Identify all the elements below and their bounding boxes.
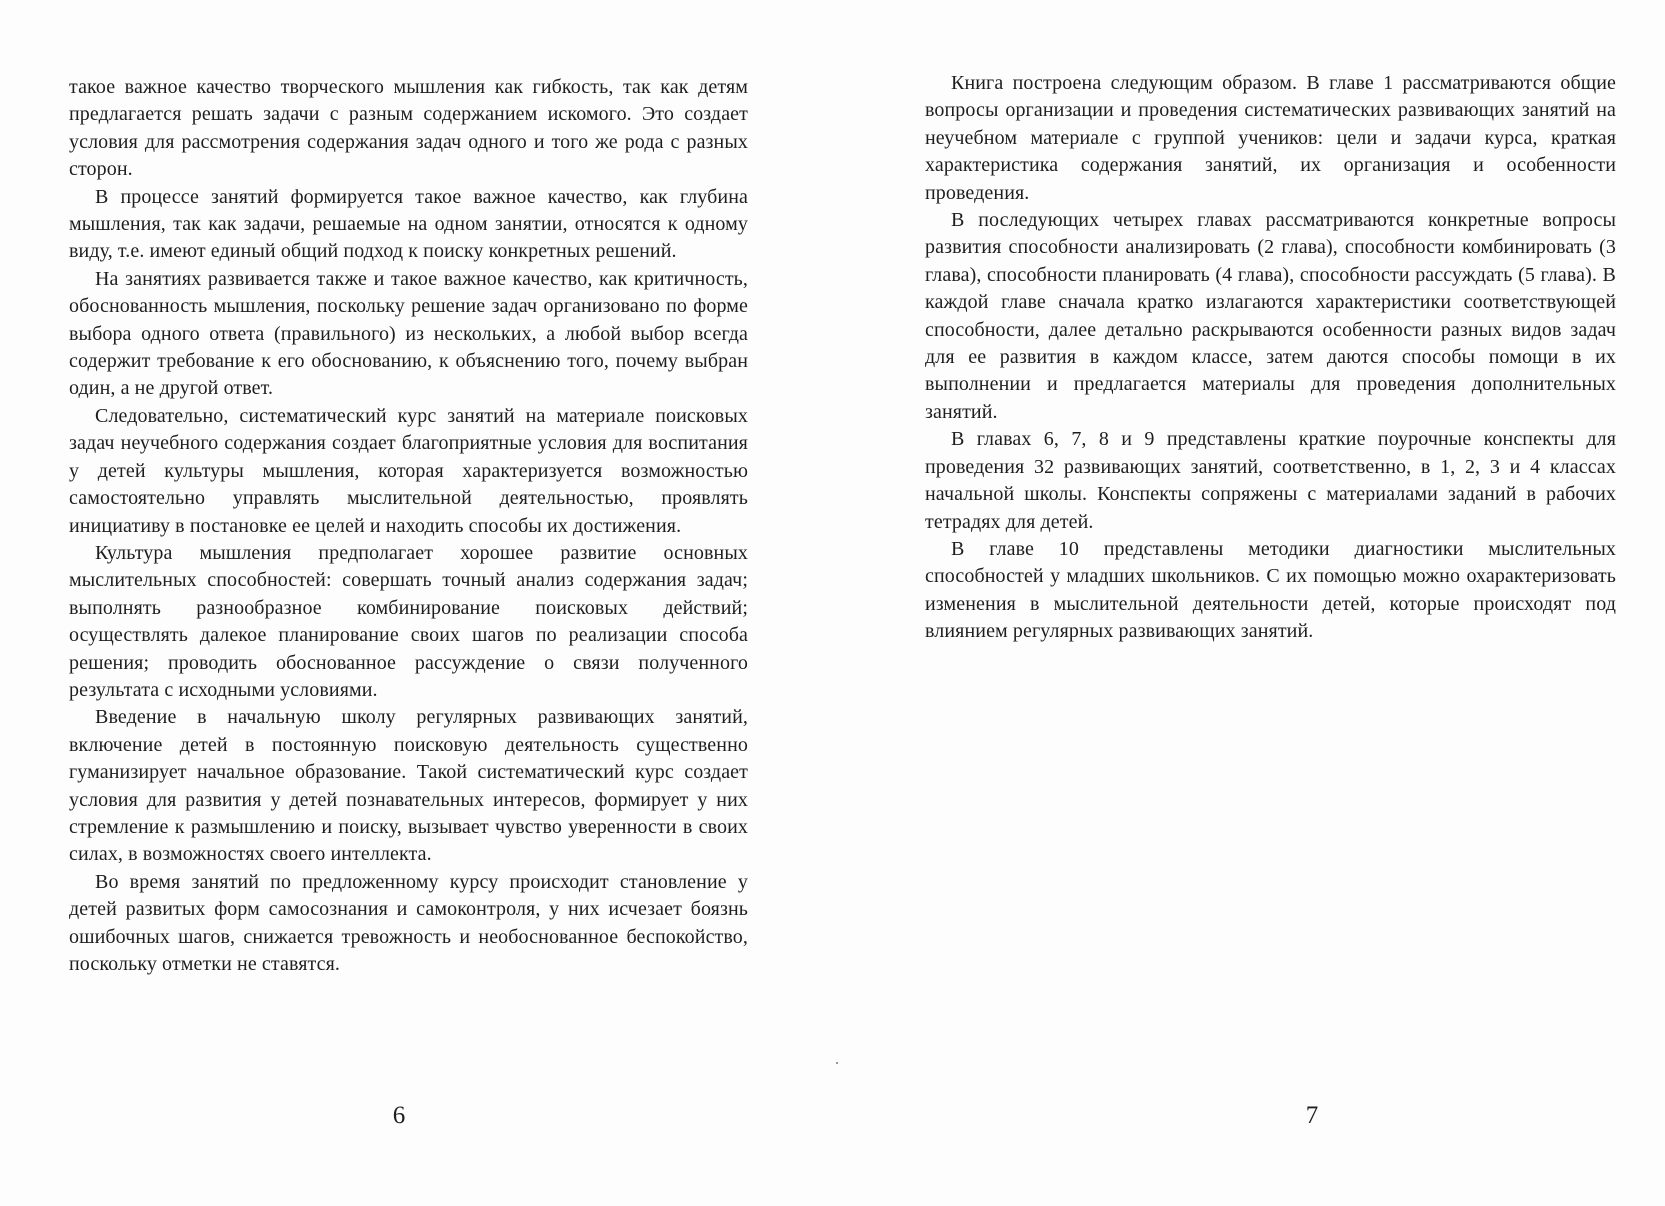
left-page bbox=[0, 0, 832, 1206]
paragraph: В главах 6, 7, 8 и 9 представлены краткие поурочные конспекты для проведения 32 развивающих занятий, соответственно, в 1, 2, 3 и 4 классах начальной школы. Конспекты сопряжены с материалами заданий в рабочих тетрадях для детей. bbox=[925, 428, 1616, 533]
right-page-text bbox=[925, 70, 1616, 646]
paragraph: Во время занятий по предложенному курсу происходит становление у детей развитых форм самосознания и самоконтроля, у них исчезает боязнь ошибочных шагов, снижается тревожность и необоснованное беспокойство, поскольку отметки не ставятся. bbox=[69, 870, 748, 975]
paragraph: Культура мышления предполагает хорошее развитие основных мыслительных способностей: совершать точный анализ содержания задач; выполнять разнообразное комбинирование поисковых действий; осуществлять далекое планирование своих шагов по реализации способа решения; проводить обоснованное рассуждение о связи полученного результата с исходными условиями. bbox=[69, 541, 748, 701]
paragraph: Книга построена следующим образом. В главе 1 рассматриваются общие вопросы организации и проведения систематических развивающих занятий на неучебном материале с группой учеников: цели и задачи курса, краткая характеристика содержания занятий, их организация и особенности проведения. bbox=[925, 72, 1616, 204]
paragraph: такое важное качество творческого мышления как гибкость, так как детям предлагается решать задачи с разным содержанием искомого. Это создает условия для рассмотрения содержания задач одного и того же рода с разных сторон. bbox=[69, 76, 748, 181]
paragraph: В главе 10 представлены методики диагностики мыслительных способностей у младших школьников. С их помощью можно охарактеризовать изменения в мыслительной деятельности детей, которые происходят под влиянием регулярных развивающих занятий. bbox=[925, 537, 1616, 643]
left-page-text bbox=[69, 74, 748, 978]
page-number: 7 bbox=[1305, 1102, 1319, 1129]
right-page bbox=[832, 0, 1665, 1206]
page-number: 6 bbox=[392, 1102, 406, 1129]
paragraph: Введение в начальную школу регулярных развивающих занятий, включение детей в постоянную поисковую деятельность существенно гуманизирует начальное образование. Такой систематический курс создает условия для развития у детей познавательных интересов, формирует у них стремление к размышлению и поиску, вызывает чувство уверенности в своих силах, в возможностях своего интеллекта. bbox=[69, 706, 748, 866]
paragraph: В последующих четырех главах рассматриваются конкретные вопросы развития способности анализировать (2 глава), способности комбинировать (3 глава), способности планировать (4 глава), способности рассуждать (5 глава). В каждой главе сначала кратко излагаются характеристики соответствующей способности, далее детально раскрываются особенности разных видов задач для ее развития в каждом классе, затем даются способы помощи в их выполнении и предлагается материалы для проведения дополнительных занятий. bbox=[925, 209, 1616, 423]
paragraph: Следовательно, систематический курс занятий на материале поисковых задач неучебного содержания создает благоприятные условия для воспитания у детей культуры мышления, которая характеризуется возможностью самостоятельно управлять мыслительной деятельностью, проявлять инициативу в постановке ее целей и находить способы их достижения. bbox=[69, 404, 748, 537]
paragraph: На занятиях развивается также и такое важное качество, как критичность, обоснованность мышления, поскольку решение задач организовано по форме выбора одного ответа (правильного) из нескольких, а любой выбор всегда содержит требование к его обоснованию, к объяснению того, почему выбран один, а не другой ответ. bbox=[69, 267, 748, 400]
paragraph: В процессе занятий формируется такое важное качество, как глубина мышления, так как задачи, решаемые на одном занятии, относятся к одному виду, т.е. имеют единый общий подход к поиску конкретных решений. bbox=[69, 185, 748, 263]
